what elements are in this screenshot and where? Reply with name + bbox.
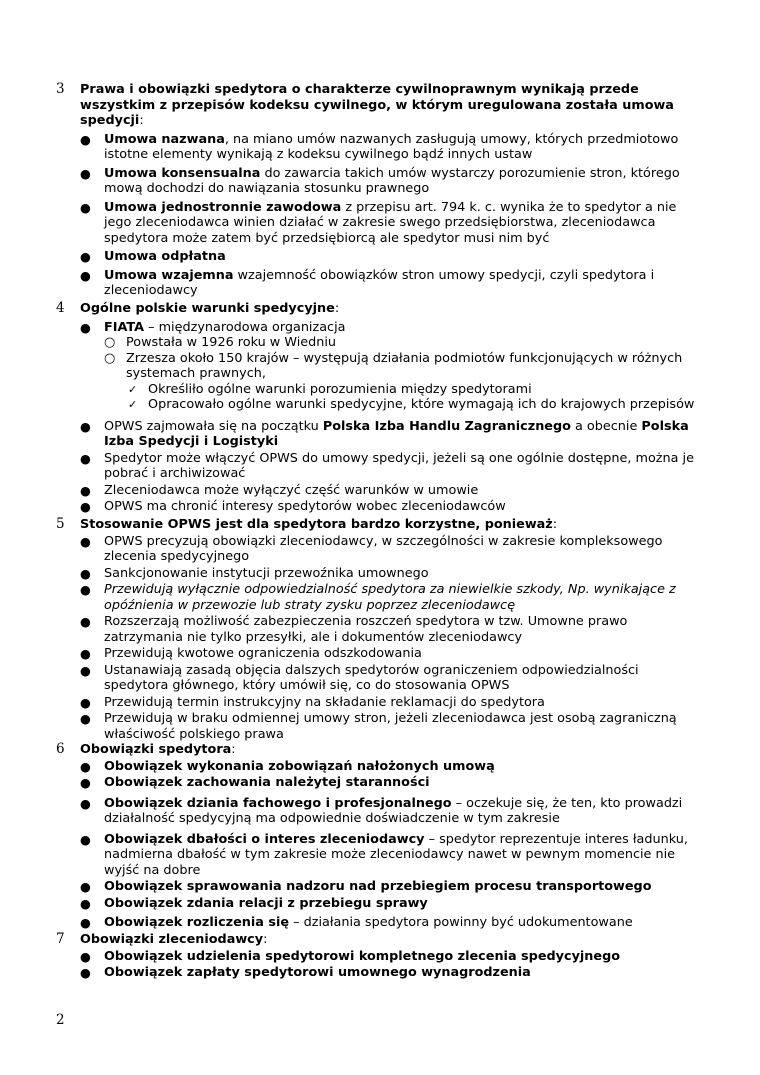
section-4 bbox=[56, 301, 696, 515]
list-item: ● Zleceniodawca może wyłączyć część warunków w umowie bbox=[80, 482, 479, 498]
section-number: 3 bbox=[56, 81, 65, 97]
circle-bullet-icon: ○ bbox=[104, 335, 116, 350]
section-title: Obowiązki spedytora: bbox=[80, 742, 236, 757]
list-item: ● OPWS ma chronić interesy spedytorów wobec zleceniodawców bbox=[80, 499, 506, 514]
list-item: ● Przewidują wyłącznie odpowiedzialność spedytora za niewielkie szkody, Np. wynikające z opóźnienia w przewozie lub straty zysku poprzez zleceniodawcę bbox=[80, 582, 676, 613]
bullet-icon: ● bbox=[80, 948, 91, 964]
bullet-icon: ● bbox=[80, 249, 91, 264]
list-item: ● Rozszerzają możliwość zabezpieczenia roszczeń spedytora w tzw. Umowne prawo zatrzymania nie tylko przesyłki, ale i dokumentów zleceniodawcy bbox=[80, 614, 628, 645]
list-item: ● Obowiązek dbałości o interes zleceniodawcy – spedytor reprezentuje interes ładunku, nadmierna dbałość w tym zakresie może zleceniodawcy nawet w pewnym momencie nie wyjść na dobre bbox=[80, 831, 688, 878]
list-item: ● Umowa wzajemna wzajemność obowiązków stron umowy spedycji, czyli spedytora i zleceniodawcy bbox=[80, 267, 655, 298]
list-item: ○ Zrzesza około 150 krajów – występują działania podmiotów funkcjonujących w różnych systemach prawnych, ✓ Określiło ogólne warunki porozumienia między spedytorami ✓ Opracowało ogólne warunki spedycyjne, które wymagają ich do krajowych przepisów bbox=[56, 351, 696, 413]
page-number: 2 bbox=[56, 1012, 65, 1028]
bullet-icon: ● bbox=[80, 131, 91, 147]
bullet-icon: ● bbox=[80, 614, 91, 629]
list-item: ● Umowa jednostronnie zawodowa z przepisu art. 794 k. c. wynika że to spedytor a nie jego zleceniodawca winien działać w zakresie swego przedsiębiorstwa, zleceniodawca spedytora może zatem być przedsiębiorcą ale spedytor musi nim być bbox=[80, 199, 677, 246]
section-3 bbox=[56, 82, 696, 299]
bullet-icon: ● bbox=[80, 565, 91, 581]
list-item: ● Obowiązek udzielenia spedytorowi kompletnego zlecenia spedycyjnego bbox=[80, 948, 621, 964]
section-5-list bbox=[56, 534, 696, 743]
list-item: ✓ Opracowało ogólne warunki spedycyjne, które wymagają ich do krajowych przepisów bbox=[128, 397, 695, 412]
list-item: ● Przewidują kwotowe ograniczenia odszkodowania bbox=[80, 646, 422, 661]
section-title: Ogólne polskie warunki spedycyjne: bbox=[80, 301, 340, 316]
bullet-icon: ● bbox=[80, 758, 91, 774]
bullet-icon: ● bbox=[80, 965, 91, 980]
list-item: ● Obowiązek rozliczenia się – działania spedytora powinny być udokumentowane bbox=[80, 915, 633, 930]
list-item: ● Spedytor może włączyć OPWS do umowy spedycji, jeżeli są one ogólnie dostępne, można je pobrać i archiwizować bbox=[80, 450, 694, 481]
fiata-checklist bbox=[126, 382, 696, 413]
section-number: 5 bbox=[56, 516, 65, 532]
bullet-icon: ● bbox=[80, 199, 91, 215]
fiata-sublist bbox=[104, 335, 696, 413]
section-title: Stosowanie OPWS jest dla spedytora bardzo korzystne, ponieważ: bbox=[80, 517, 558, 532]
bullet-icon: ● bbox=[80, 895, 91, 911]
list-item: ● OPWS zajmowała się na początku Polska Izba Handlu Zagranicznego a obecnie Polska Izba Spedycji i Logistyki bbox=[80, 418, 689, 449]
section-7 bbox=[56, 932, 696, 981]
section-title: Prawa i obowiązki spedytora o charakterze cywilnoprawnym wynikają przede wszystkim z przepisów kodeksu cywilnego, w którym uregulowana została umowa spedycji: bbox=[80, 82, 674, 128]
bullet-icon: ● bbox=[80, 533, 91, 549]
section-number: 7 bbox=[56, 931, 65, 947]
bullet-icon: ● bbox=[80, 582, 91, 597]
list-item: ● Obowiązek zdania relacji z przebiegu sprawy bbox=[80, 895, 428, 911]
section-4-list bbox=[56, 320, 696, 515]
section-number: 4 bbox=[56, 300, 65, 316]
bullet-icon: ● bbox=[80, 795, 91, 811]
section-number: 6 bbox=[56, 741, 65, 757]
circle-bullet-icon: ○ bbox=[104, 350, 116, 366]
list-item: ● Umowa konsensualna do zawarcia takich umów wystarczy porozumienie stron, którego mową dochodzi do nawiązania stosunku prawnego bbox=[80, 165, 680, 196]
section-6 bbox=[56, 742, 696, 931]
list-item: ● Obowiązek zapłaty spedytorowi umownego wynagrodzenia bbox=[80, 965, 531, 980]
list-item: ● Sankcjonowanie instytucji przewoźnika umownego bbox=[80, 565, 429, 581]
bullet-icon: ● bbox=[80, 915, 91, 930]
list-item: ○ Powstała w 1926 roku w Wiedniu bbox=[104, 335, 337, 350]
bullet-icon: ● bbox=[80, 499, 91, 514]
list-item: ● Obowiązek wykonania zobowiązań nałożonych umową bbox=[80, 758, 495, 774]
bullet-icon: ● bbox=[80, 267, 91, 283]
list-item: ● Obowiązek zachowania należytej staranności bbox=[80, 775, 430, 790]
bullet-icon: ● bbox=[80, 879, 91, 894]
section-title: Obowiązki zleceniodawcy: bbox=[80, 932, 268, 947]
bullet-icon: ● bbox=[80, 482, 91, 498]
bullet-icon: ● bbox=[80, 831, 91, 847]
check-icon: ✓ bbox=[128, 382, 138, 396]
bullet-icon: ● bbox=[80, 319, 91, 335]
list-item: ● Przewidują termin instrukcyjny na składanie reklamacji do spedytora bbox=[80, 694, 545, 710]
bullet-icon: ● bbox=[80, 418, 91, 434]
bullet-icon: ● bbox=[80, 662, 91, 678]
list-item: ● Obowiązek sprawowania nadzoru nad przebiegiem procesu transportowego bbox=[80, 879, 652, 894]
section-6-list bbox=[56, 759, 696, 931]
section-7-list bbox=[56, 949, 696, 981]
list-item: ● Umowa nazwana, na miano umów nazwanych zasługują umowy, których przedmiotowo istotne elementy wynikają z kodeksu cywilnego bądź innych ustaw bbox=[80, 131, 679, 162]
bullet-icon: ● bbox=[80, 646, 91, 661]
list-item: ● Umowa odpłatna bbox=[80, 249, 226, 264]
list-item: ✓ Określiło ogólne warunki porozumienia między spedytorami bbox=[128, 381, 532, 397]
list-item: ● Ustanawiają zasadą objęcia dalszych spedytorów ograniczeniem odpowiedzialności spedytora głównego, który umówił się, co do stosowania OPWS bbox=[80, 662, 639, 693]
section-5 bbox=[56, 517, 696, 742]
bullet-icon: ● bbox=[80, 775, 91, 790]
list-item: ● OPWS precyzują obowiązki zleceniodawcy, w szczególności w zakresie kompleksowego zlecenia spedycyjnego bbox=[80, 533, 663, 564]
bullet-icon: ● bbox=[80, 450, 91, 466]
bullet-icon: ● bbox=[80, 165, 91, 181]
list-item: ● Przewidują w braku odmiennej umowy stron, jeżeli zleceniodawca jest osobą zagraniczną właściwość polskiego prawa bbox=[80, 711, 677, 742]
bullet-icon: ● bbox=[80, 694, 91, 710]
list-item: ● FIATA – międzynarodowa organizacja ○ Powstała w 1926 roku w Wiedniu ○ Zrzesza około 150 krajów – występują działania podmiotów funkcjonujących w różnych systemach prawnych, ✓ Określiło ogólne warunki porozumienia między spedytorami ✓ Opracowało ogólne warunki spedycyjne, które wymagają ich do krajowych przepisów bbox=[56, 320, 696, 413]
check-icon: ✓ bbox=[128, 398, 138, 411]
list-item: ● Obowiązek dziania fachowego i profesjonalnego – oczekuje się, że ten, kto prowadzi działalność spedycyjną ma odpowiednie doświadczenie w tym zakresie bbox=[80, 795, 683, 826]
bullet-icon: ● bbox=[80, 711, 91, 726]
section-3-list bbox=[56, 132, 696, 299]
